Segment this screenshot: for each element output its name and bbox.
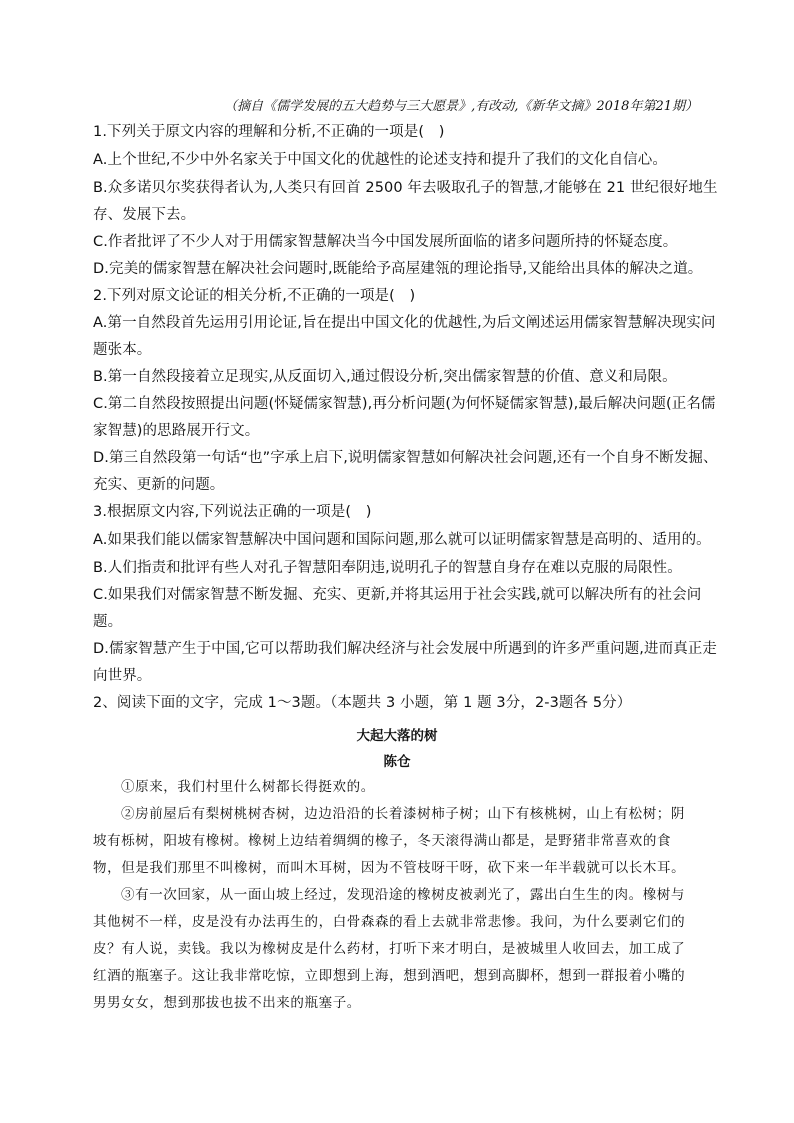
question-3-option-a: A.如果我们能以儒家智慧解决中国问题和国际问题,那么就可以证明儒家智慧是高明的、适用的。: [93, 532, 711, 548]
question-1-option-b-cont: 存、发展下去。: [93, 207, 196, 223]
article-paragraph-2-line-2: 坡有栎树，阳坡有橡树。橡树上边结着绸绸的橡子，冬天滚得满山都是，是野猪非常喜欢的食: [93, 833, 672, 849]
question-3-option-d: D.儒家智慧产生于中国,它可以帮助我们解决经济与社会发展中所遇到的许多严重问题,进而真正走: [93, 641, 717, 657]
question-1-option-c: C.作者批评了不少人对于用儒家智慧解决当今中国发展所面临的诸多问题所持的怀疑态度。: [93, 234, 678, 250]
question-3-option-c-cont: 题。: [93, 614, 123, 630]
article-paragraph-3-line-2: 其他树不一样，皮是没有办法再生的，白骨森森的看上去就非常悲惨。我问，为什么要剥它们的: [93, 914, 686, 930]
question-3-option-c: C.如果我们对儒家智慧不断发掘、充实、更新,并将其运用于社会实践,就可以解决所有的社会问: [93, 587, 702, 603]
section-2-instruction: 2、阅读下面的文字，完成 1～3题。（本题共 3 小题，第 1 题 3分，2-3题各 5分）: [93, 695, 632, 711]
question-2-option-a: A.第一自然段首先运用引用论证,旨在提出中国文化的优越性,为后文阐述运用儒家智慧解决现实问: [93, 315, 716, 331]
question-2-option-d-cont: 充实、更新的问题。: [93, 477, 225, 493]
question-3-option-d-cont: 向世界。: [93, 668, 152, 684]
question-2-option-c: C.第二自然段按照提出问题(怀疑儒家智慧),再分析问题(为何怀疑儒家智慧),最后解决问题(正名儒: [93, 396, 716, 412]
article-title: 大起大落的树: [356, 728, 438, 744]
article-author: 陈仓: [383, 754, 411, 770]
question-3-option-b: B.人们指责和批评有些人对孔子智慧阳奉阴违,说明孔子的智慧自身存在难以克服的局限性。: [93, 560, 682, 576]
question-2-option-d: D.第三自然段第一句话“也”字承上启下,说明儒家智慧如何解决社会问题,还有一个自身不断发掘、: [93, 450, 718, 466]
question-1-stem: 1.下列关于原文内容的理解和分析,不正确的一项是( ): [93, 124, 445, 140]
question-2-option-c-cont: 家智慧)的思路展开行文。: [93, 423, 260, 439]
question-1-option-a: A.上个世纪,不少中外名家关于中国文化的优越性的论述支持和提升了我们的文化自信心。: [93, 152, 667, 168]
question-2-option-a-cont: 题张本。: [93, 342, 152, 358]
source-citation: （摘自《儒学发展的五大趋势与三大愿景》,有改动,《新华文摘》2018年第21期）: [224, 99, 698, 114]
question-2-option-b: B.第一自然段接着立足现实,从反面切入,通过假设分析,突出儒家智慧的价值、意义和局限。: [93, 369, 677, 385]
article-paragraph-1: ①原来，我们村里什么树都长得挺欢的。: [121, 779, 375, 795]
article-paragraph-2-line-1: ②房前屋后有梨树桃树杏树，边边沿沿的长着漆树柿子树；山下有核桃树，山上有松树；阴: [121, 806, 685, 822]
article-paragraph-3-line-4: 红酒的瓶塞子。这让我非常吃惊，立即想到上海，想到酒吧，想到高脚杯，想到一群报着小嘴的: [93, 968, 686, 984]
article-paragraph-2-line-3: 物，但是我们那里不叫橡树，而叫木耳树，因为不管枝呀干呀，砍下来一年半载就可以长木耳。: [93, 860, 686, 876]
question-3-stem: 3.根据原文内容,下列说法正确的一项是( ): [93, 504, 372, 520]
article-paragraph-3-line-3: 皮？有人说，卖钱。我以为橡树皮是什么药材，打听下来才明白，是被城里人收回去，加工成了: [93, 941, 686, 957]
question-1-option-b: B.众多诺贝尔奖获得者认为,人类只有回首 2500 年去吸取孔子的智慧,才能够在 21 世纪很好地生: [93, 180, 718, 196]
article-paragraph-3-line-5: 男男女女，想到那拔也拔不出来的瓶塞子。: [93, 995, 361, 1011]
question-2-stem: 2.下列对原文论证的相关分析,不正确的一项是( ): [93, 288, 416, 304]
question-1-option-d: D.完美的儒家智慧在解决社会问题时,既能给予高屋建瓴的理论指导,又能给出具体的解决之道。: [93, 261, 703, 277]
article-paragraph-3-line-1: ③有一次回家，从一面山坡上经过，发现沿途的橡树皮被剥光了，露出白生生的肉。橡树与: [121, 887, 685, 903]
